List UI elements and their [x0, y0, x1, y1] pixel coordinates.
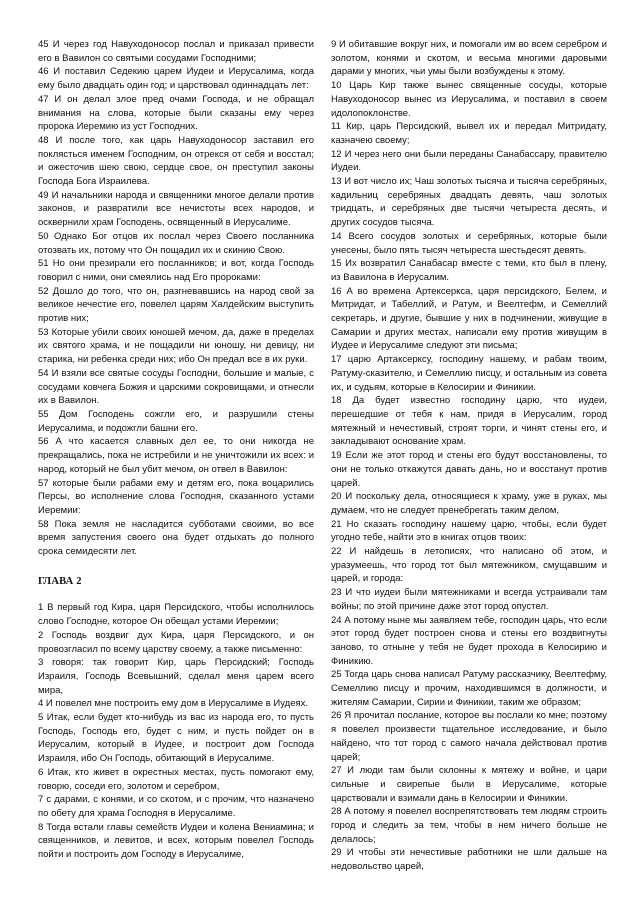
verse-paragraph: 19 Если же этот город и стены его будут восстановлены, то они не только откажутся давать дань, но и восстанут против царей.: [331, 450, 607, 489]
verse-paragraph: 18 Да будет известно господину царю, что иудеи, перешедшие от тебя к нам, придя в Иерусалим, город мятежный и нечестивый, строят торги, и чинят стены его, и закладывают основание храм.: [331, 395, 607, 448]
verse-paragraph: 54 И взяли все святые сосуды Господни, большие и малые, с сосудами ковчега Божия и царскими сокровищами, и отнесли их в Вавилон.: [38, 367, 314, 407]
verse-paragraph: 21 Но сказать господину нашему царю, чтобы, если будет угодно тебе, найти это в книгах отцов твоих:: [331, 518, 607, 544]
verse-paragraph: 24 А потому ныне мы заявляем тебе, господин царь, что если этот город будет построен снова и стены его воздвигнуты заново, то отныне у тебя не будет прохода в Келосирию и Финикию.: [331, 614, 607, 667]
verse-paragraph: 10 Царь Кир также вынес священные сосуды, которые Навуходоносор вынес из Иерусалима, и поставил в своем идолопоклонстве.: [331, 80, 607, 119]
verse-paragraph: 16 А во времена Артексеркса, царя персидского, Белем, и Митридат, и Табеллий, и Ратум, и Веелтефм, и Семеллий секретарь, и другие, бывшие у них в подчинении, живущие в Самарии и других местах, написали ему против живущим в Иудее и Иерусалиме следуют эти письма;: [331, 285, 607, 352]
verse-paragraph: 13 И вот число их; Чаш золотых тысяча и тысяча серебряных, кадильниц серебряных двадцать девять, чаш золотых тридцать, и серебряных две тысячи четыреста десять, и других сосудов тысяча.: [331, 176, 607, 229]
verse-paragraph: 17 царю Артаксерксу, господину нашему, и рабам твоим, Ратуму-сказителю, и Семеллию писцу, и остальным из совета их, и судьям, которые в Келосирии и Финикии.: [331, 354, 607, 393]
verse-paragraph: 56 А что касается славных дел ее, то они никогда не прекращались, пока не истребили и не уничтожили их всех: и народ, который не был убит мечом, он отвел в Вавилон:: [38, 436, 314, 475]
verse-paragraph: 55 Дом Господень сожгли его, и разрушили стены Иерусалима, и подожгли башни его.: [38, 408, 314, 434]
verse-paragraph: 51 Но они презирали его посланников; и вот, когда Господь говорил с ними, они смеялись над Его пророками:: [38, 258, 314, 283]
verse-paragraph: 5 Итак, если будет кто-нибудь из вас из народа его, то пусть Господь, Господь его, будет с ним, и пусть пойдет он в Иерусалим, который в Иудее, и построит дом Господа Израиля, ибо Он Господь, обитающий в Иерусалиме.: [38, 712, 314, 765]
verse-paragraph: 23 И что иудеи были мятежниками и всегда устраивали там войны; по этой причине даже этот город опустел.: [331, 587, 607, 612]
verse-paragraph: 48 И после того, как царь Навуходоносор заставил его поклясться именем Господним, он отрекся от себя и восстал; и ожесточив шею свою, сердце свое, он преступил законы Господа Бога Израилева.: [38, 134, 314, 188]
left-column: [38, 38, 314, 862]
verse-paragraph: 29 И чтобы эти нечестивые работники не шли дальше на недовольство царей,: [331, 847, 607, 873]
verse-paragraph: 52 Дошло до того, что он, разгневавшись на народ свой за великое нечестие его, повелел царям Халдейским выступить против них;: [38, 285, 314, 325]
verse-paragraph: 11 Кир, царь Персидский, вывел их и передал Митридату, казначею своему;: [331, 121, 607, 146]
verse-paragraph: 8 Тогда встали главы семейств Иудеи и колена Вениамина; и священников, и левитов, и всех, которым повелел Господь пойти и построить дом Господу в Иерусалиме,: [38, 821, 314, 861]
verse-paragraph: 28 А потому я повелел воспрепятствовать тем людям строить город и следить за тем, чтобы в нем ничего больше не делалось;: [331, 806, 607, 845]
verse-paragraph: 25 Тогда царь снова написал Ратуму рассказчику, Веелтефму, Семеллию писцу и прочим, находившимся в должности, и жителям Самарии, Сирии и Финикии, таким же образом;: [331, 669, 607, 708]
verse-paragraph: 47 И он делал злое пред очами Господа, и не обращал внимания на слова, которые были сказаны ему через пророка Иеремию из уст Господних.: [38, 93, 314, 133]
verse-paragraph: 58 Пока земля не насладится субботами своими, во все время запустения своего она будет отдыхать до полного срока семидесяти лет.: [38, 518, 314, 558]
verse-paragraph: 45 И через год Навуходоносор послал и приказал привести его в Вавилон со святыми сосудами Господними;: [38, 39, 314, 64]
verse-paragraph: 9 И обитавшие вокруг них, и помогали им во всем серебром и золотом, конями и скотом, и весьма многими даровыми дарами у многих, чьи умы были возбуждены к этому.: [331, 39, 607, 78]
verse-paragraph: 22 И найдешь в летописях, что написано об этом, и уразумеешь, что город тот был мятежником, смущавшим и царей, и города:: [331, 546, 607, 585]
verse-paragraph: 6 Итак, кто живет в окрестных местах, пусть помогают ему, говорю, соседи его, золотом и серебром,: [38, 766, 314, 792]
right-column: [331, 38, 607, 874]
verse-paragraph: 57 которые были рабами ему и детям его, пока воцарились Персы, во исполнение слова Господня, сказанного устами Иеремии:: [38, 477, 314, 516]
verse-paragraph: 53 Которые убили своих юношей мечом, да, даже в пределах их святого храма, и не пощадили ни юношу, ни девицу, ни старика, ни ребенка среди них; ибо Он предал все в их руки.: [38, 326, 314, 366]
verse-paragraph: 27 И люди там были склонны к мятежу и войне, и цари сильные и свирепые были в Иерусалиме, которые царствовали и взимали дань в Келосирии и Финикии.: [331, 765, 607, 804]
verse-paragraph: 1 В первый год Кира, царя Персидского, чтобы исполнилось слово Господне, которое Он обещал устами Иеремии;: [38, 602, 314, 628]
verse-paragraph: 4 И повелел мне построить ему дом в Иерусалиме в Иудеях.: [38, 698, 309, 710]
verse-paragraph: 50 Однако Бог отцов их послал через Своего посланника отозвать их, потому что Он пощадил их и скинию Свою.: [38, 230, 314, 256]
verse-paragraph: 20 И поскольку дела, относящиеся к храму, уже в руках, мы думаем, что не следует пренебрегать таким делом,: [331, 491, 607, 516]
verse-paragraph: 14 Всего сосудов золотых и серебряных, которые были унесены, было пять тысяч четыреста шестьдесят девять.: [331, 230, 607, 256]
verse-paragraph: 46 И поставил Седекию царем Иудеи и Иерусалима, когда ему было двадцать один год; и царствовал одиннадцать лет:: [38, 66, 314, 92]
verse-paragraph: 49 И начальники народа и священники многое делали против законов, и развратили все нечистоты всех народов, и осквернили храм Господень, освященный в Иерусалиме.: [38, 189, 314, 229]
chapter-heading: ГЛАВА 2: [38, 575, 82, 587]
verse-paragraph: 3 говоря: так говорит Кир, царь Персидский; Господь Израиля, Господь Всевышний, сделал меня царем всего мира,: [38, 657, 314, 696]
verse-paragraph: 26 Я прочитал послание, которое вы послали ко мне; поэтому я повелел произвести тщательное исследование, и было найдено, что тот город с самого начала действовал против царей;: [331, 710, 607, 763]
verse-paragraph: 2 Господь воздвиг дух Кира, царя Персидского, и он провозгласил по всему царству своему, а также письменно:: [38, 629, 314, 655]
verse-paragraph: 15 Их возвратил Санабасар вместе с теми, кто был в плену, из Вавилона в Иерусалим.: [331, 258, 607, 283]
verse-paragraph: 12 И через него они были переданы Санабассару, правителю Иудеи.: [331, 148, 607, 174]
verse-paragraph: 7 с дарами, с конями, и со скотом, и с прочим, что назначено по обету для храма Господня в Иерусалиме.: [38, 794, 314, 819]
